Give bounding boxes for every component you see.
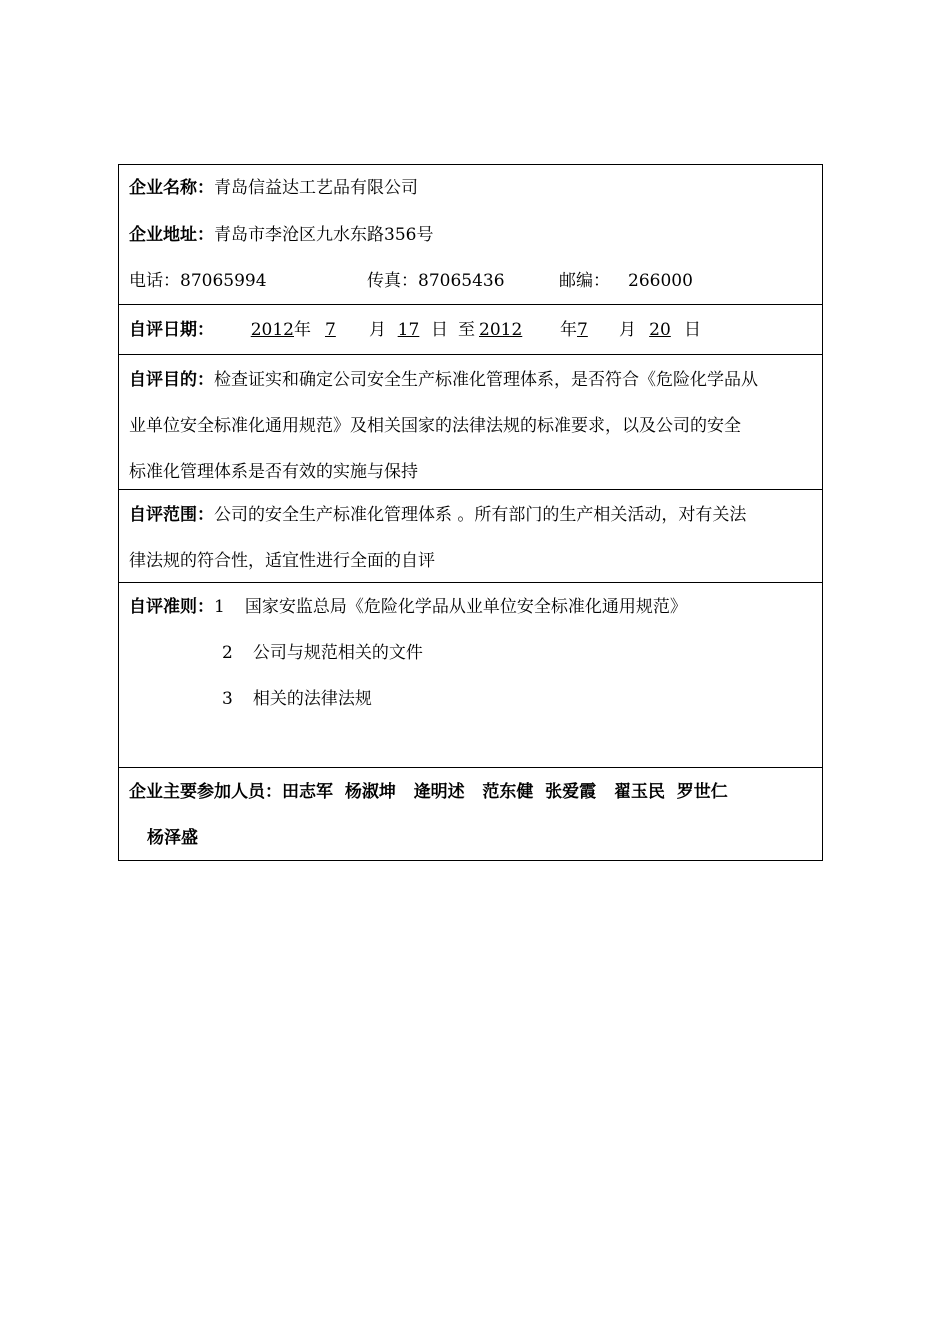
- company-address-label: 企业地址：: [129, 225, 214, 245]
- start-month: 7: [325, 320, 336, 340]
- criteria-row-2: [129, 630, 812, 676]
- evaluation-date-row: [129, 318, 812, 342]
- end-month: 7: [577, 320, 588, 340]
- criteria-num-1: 1: [214, 597, 225, 617]
- company-address-value: 青岛市李沧区九水东路356号: [214, 225, 434, 245]
- end-month-char: 月: [619, 320, 636, 340]
- criteria-label: 自评准则：: [129, 597, 214, 617]
- end-day: 20: [649, 320, 671, 340]
- criteria-text-3: 相关的法律法规: [252, 689, 372, 709]
- evaluation-criteria-section: [119, 583, 822, 768]
- company-name-row: [129, 176, 418, 200]
- to-char: 至: [458, 320, 475, 340]
- criteria-row-3: [129, 676, 812, 722]
- participants-section: [119, 768, 822, 860]
- year-char: 年: [294, 320, 311, 340]
- company-name-label: 企业名称：: [129, 178, 214, 198]
- purpose-label: 自评目的：: [129, 370, 214, 390]
- evaluation-scope-section: [119, 490, 822, 583]
- company-name-value: 青岛信益达工艺品有限公司: [214, 178, 418, 198]
- phone-value: 87065994: [180, 271, 267, 291]
- contact-row: [129, 269, 809, 293]
- purpose-line-1: [129, 357, 812, 403]
- scope-text-1: 公司的安全生产标准化管理体系 。所有部门的生产相关活动，对有关法: [214, 505, 747, 525]
- criteria-text-1: 国家安监总局《危险化学品从业单位安全标准化通用规范》: [244, 597, 687, 617]
- criteria-row-1: [129, 584, 812, 630]
- scope-line-1: [129, 492, 812, 538]
- self-evaluation-form: [118, 164, 823, 861]
- purpose-line-3: 标准化管理体系是否有效的实施与保持: [129, 462, 418, 482]
- participants-line-2: 杨泽盛: [147, 828, 198, 848]
- start-year: 2012: [250, 320, 294, 340]
- participants-line-1: [129, 769, 812, 815]
- end-year-char: 年: [560, 320, 577, 340]
- fax-label: 传真：: [367, 271, 418, 291]
- purpose-line-2: 业单位安全标准化通用规范》及相关国家的法律法规的标准要求，以及公司的安全: [129, 416, 741, 436]
- scope-label: 自评范围：: [129, 505, 214, 525]
- scope-line-2: 律法规的符合性，适宜性进行全面的自评: [129, 551, 435, 571]
- evaluation-purpose-section: [119, 355, 822, 490]
- company-info-section: [119, 165, 822, 305]
- criteria-text-2: 公司与规范相关的文件: [252, 643, 423, 663]
- participants-names-1: 田志军 杨淑坤 逄明述 范东健 张爱霞 翟玉民 罗世仁: [282, 782, 728, 802]
- evaluation-date-label: 自评日期：: [129, 320, 214, 340]
- company-address-row: [129, 223, 433, 247]
- end-year: 2012: [479, 320, 523, 340]
- participants-label: 企业主要参加人员：: [129, 782, 282, 802]
- end-day-char: 日: [684, 320, 701, 340]
- criteria-num-3: 3: [222, 689, 233, 709]
- phone-label: 电话：: [129, 271, 180, 291]
- fax-value: 87065436: [418, 271, 505, 291]
- purpose-text-1: 检查证实和确定公司安全生产标准化管理体系，是否符合《危险化学品从: [214, 370, 758, 390]
- postcode-value: 266000: [628, 271, 693, 291]
- evaluation-date-section: [119, 305, 822, 355]
- postcode-label: 邮编：: [559, 271, 610, 291]
- day-char: 日: [431, 320, 448, 340]
- start-day: 17: [397, 320, 420, 340]
- criteria-num-2: 2: [222, 643, 233, 663]
- month-char: 月: [369, 320, 386, 340]
